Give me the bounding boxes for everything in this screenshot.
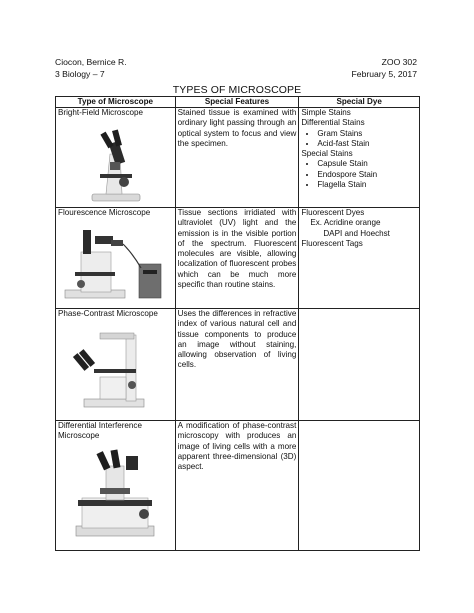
dye-line: Special Stains: [301, 149, 353, 159]
microscope-name: Phase-Contrast Microscope: [58, 309, 158, 318]
type-cell: [56, 208, 176, 309]
type-cell: [56, 108, 176, 208]
dye-line: Fluorescent Dyes: [301, 208, 365, 217]
features-cell: A modification of phase-contrast microscopy with produces an image of living cells with a more apparent three-dimensional (3D) aspect.: [175, 421, 299, 551]
list-item: • Capsule Stain: [317, 159, 417, 169]
header-right: [352, 56, 417, 80]
dye-line: Ex. Acridine orange: [310, 218, 381, 228]
list-item: • Endospore Stain: [317, 170, 417, 180]
table-row: [56, 208, 420, 309]
document-date: February 5, 2017: [351, 69, 417, 79]
fluorescence-microscope-photo: [61, 224, 169, 304]
document-title: TYPES OF MICROSCOPE: [172, 84, 302, 96]
dye-cell: [299, 309, 420, 421]
features-cell: Stained tissue is examined with ordinary light passing through an optical system to focus and view the specimen.: [175, 108, 299, 208]
list-item: • Flagella Stain: [317, 180, 417, 190]
dye-line: DAPI and Hoechst: [323, 228, 390, 238]
dye-line: Fluorescent Tags: [301, 238, 363, 248]
dye-list: [301, 159, 417, 190]
course-code: ZOO 302: [381, 57, 417, 67]
type-cell: [56, 421, 176, 551]
dye-line: Differential Stains: [301, 118, 365, 128]
microscope-name: Differential Interference Microscope: [58, 421, 142, 441]
microscope-name: Bright-Field Microscope: [58, 108, 144, 117]
dye-list: [301, 129, 417, 150]
section-label: 3 Biology – 7: [55, 69, 105, 79]
features-cell: Uses the differences in refractive index of various natural cell and tissue components to produce an image without staining, allowing observation of living cells.: [175, 309, 299, 421]
table-row: [56, 108, 420, 208]
microscope-name: Flourescence Microscope: [58, 208, 151, 217]
differential-interference-microscope-photo: [70, 448, 160, 540]
list-item: • Acid-fast Stain: [317, 139, 417, 149]
header-features: Special Features: [175, 97, 299, 108]
list-item: • Gram Stains: [317, 129, 417, 139]
header-dye: Special Dye: [299, 97, 420, 108]
header-type: Type of Microscope: [56, 97, 176, 108]
header-left: [55, 56, 127, 80]
table-row: [56, 309, 420, 421]
table-header-row: [56, 97, 420, 108]
bright-field-microscope-photo: [80, 124, 150, 204]
type-cell: [56, 309, 176, 421]
dye-line: Simple Stains: [301, 108, 351, 117]
table-row: [56, 421, 420, 551]
dye-cell: [299, 108, 420, 208]
dye-cell: [299, 421, 420, 551]
features-cell: Tissue sections irridiated with ultraviolet (UV) light and the emission is in the visible portion of the spectrum. Fluorescent molecules are visible, allowing localization of fluorescent probes which can be much more specific than routine stains.: [175, 208, 299, 309]
phase-contrast-microscope-photo: [70, 325, 160, 411]
dye-cell: [299, 208, 420, 309]
microscope-table: [55, 96, 420, 551]
student-name: Ciocon, Bernice R.: [55, 57, 127, 67]
